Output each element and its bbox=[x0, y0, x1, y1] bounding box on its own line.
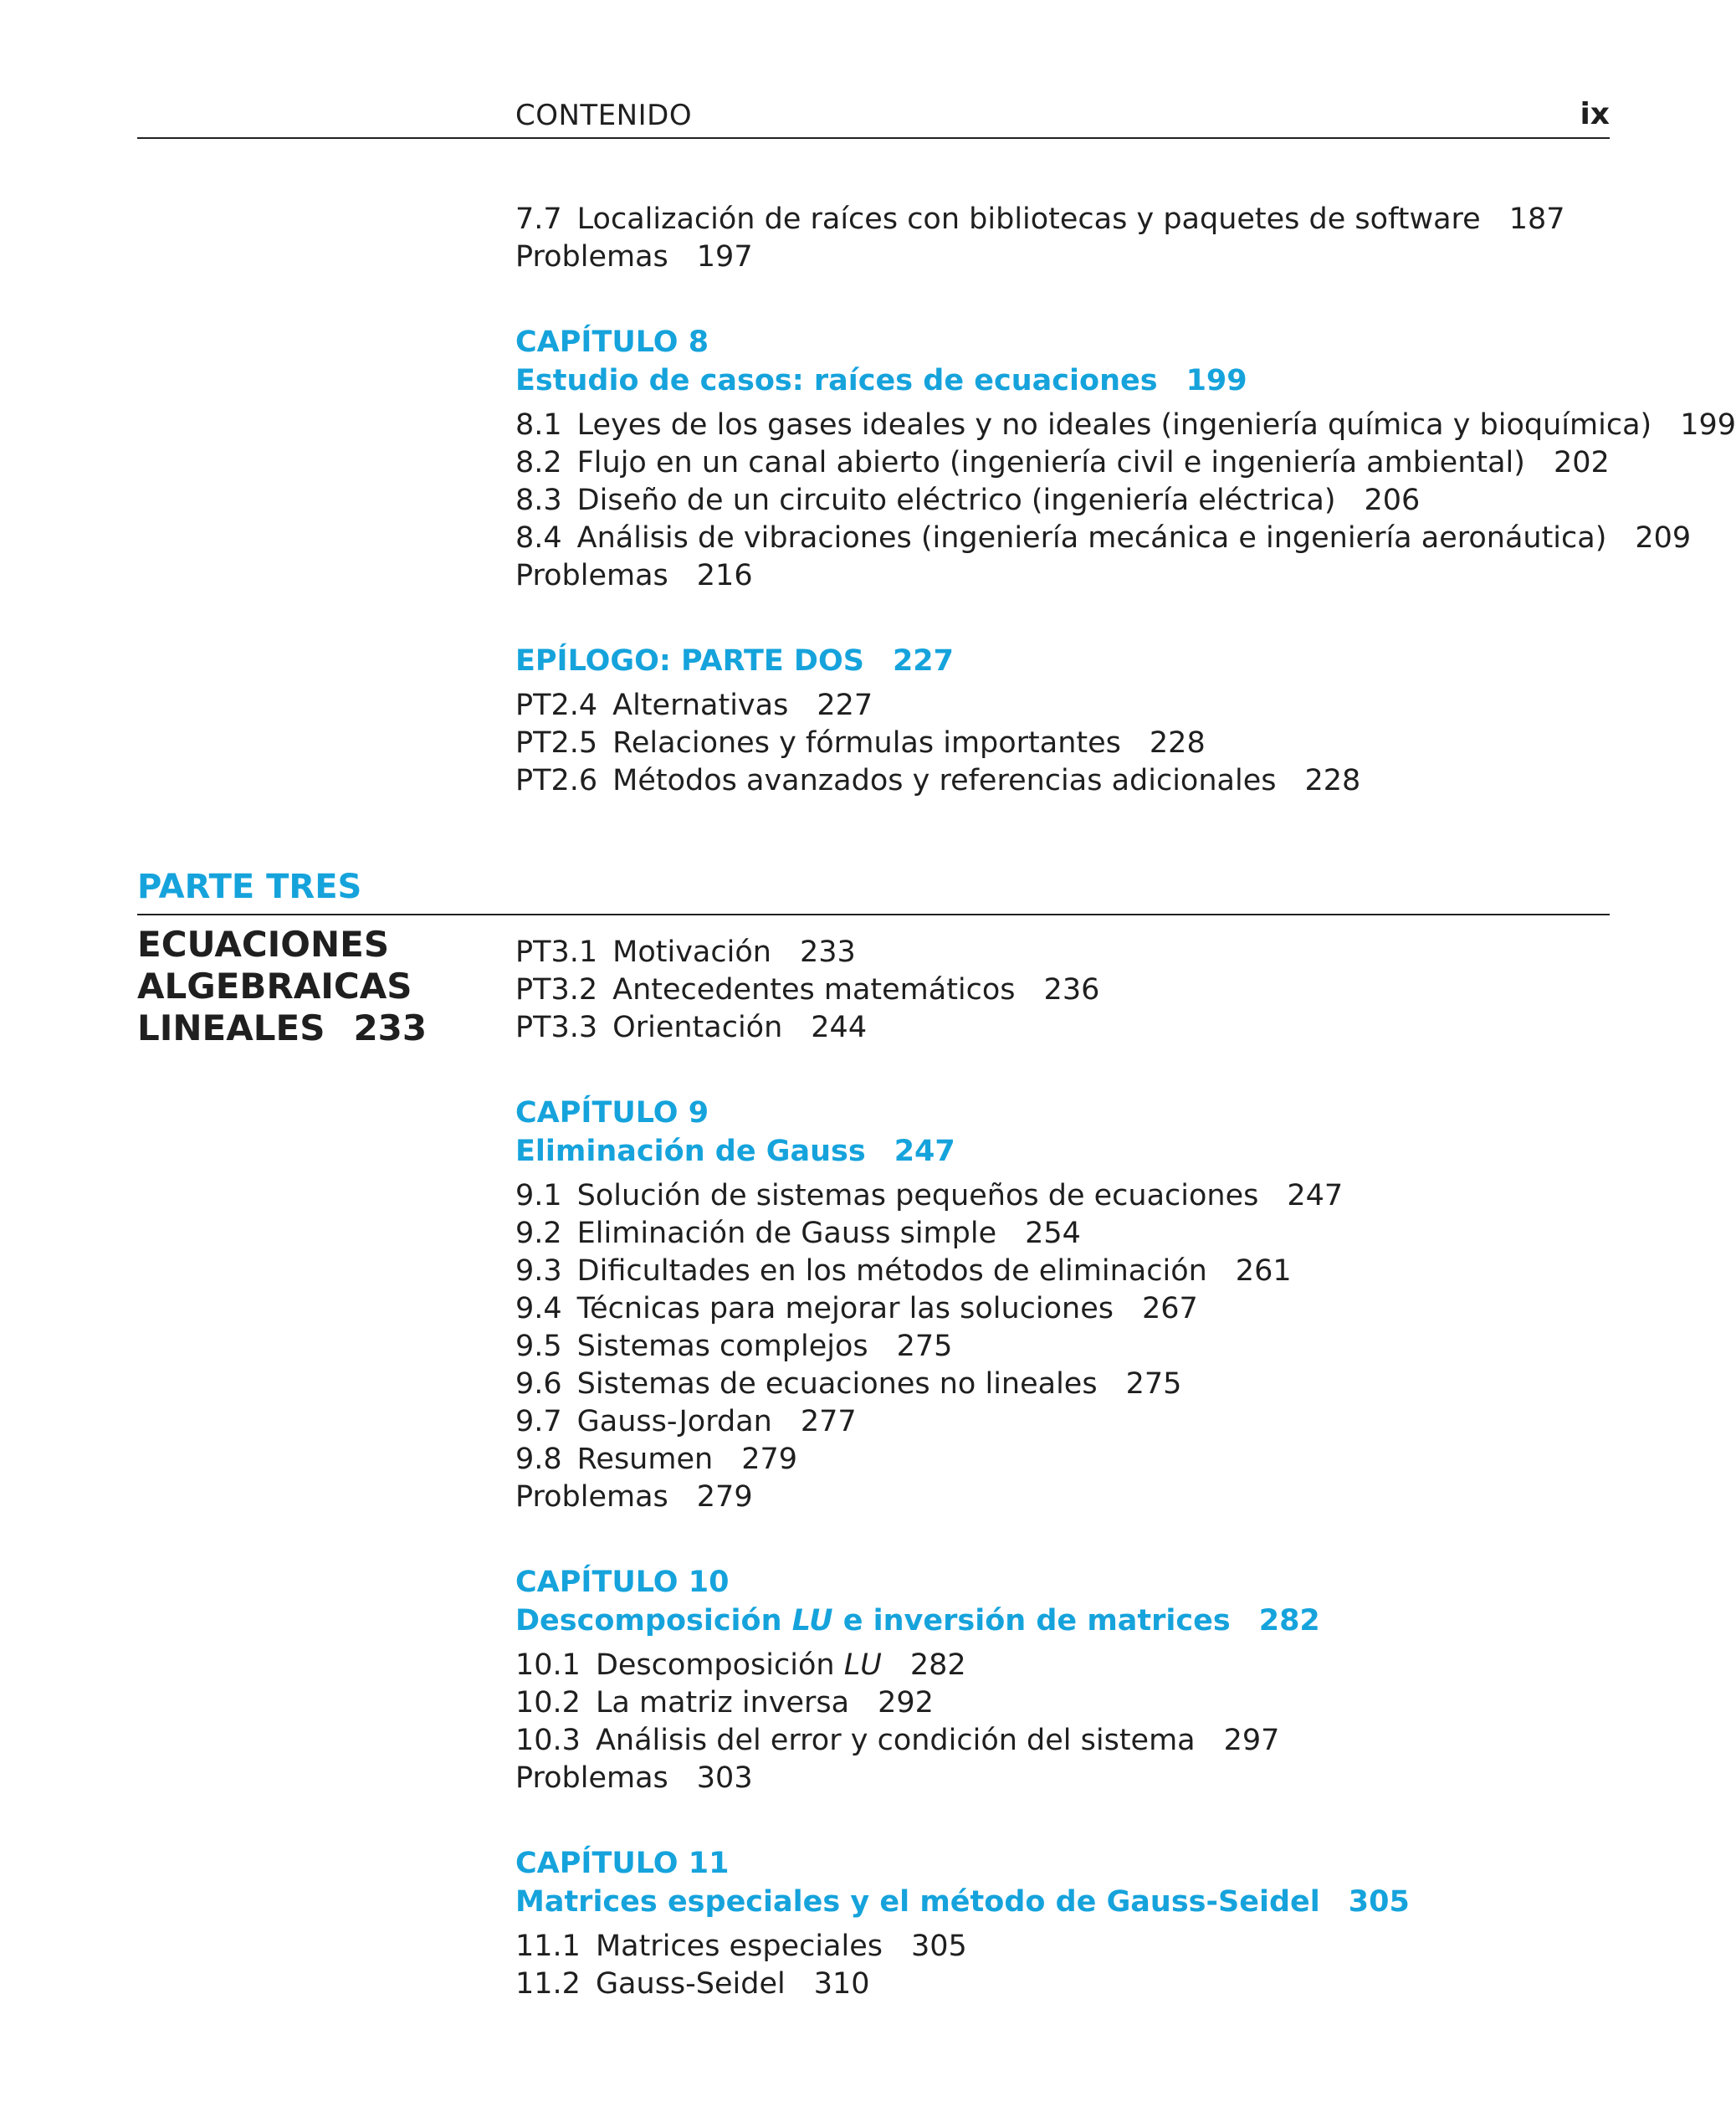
chapter-label: CAPÍTULO 10 bbox=[515, 1566, 730, 1599]
part-label: PARTE TRES bbox=[137, 864, 1610, 915]
toc-entry: 9.1 Solución de sistemas pequeños de ecuaciones 247 bbox=[515, 1179, 1344, 1212]
toc-entry: PT2.4 Alternativas 227 bbox=[515, 689, 873, 722]
toc-entry: 9.7 Gauss-Jordan 277 bbox=[515, 1405, 857, 1438]
running-head-title: CONTENIDO bbox=[515, 99, 693, 132]
chapter-label: CAPÍTULO 8 bbox=[515, 325, 709, 359]
toc-entry: Problemas 197 bbox=[515, 240, 753, 274]
toc-entry: PT3.3 Orientación 244 bbox=[515, 1011, 868, 1044]
chapter-label: CAPÍTULO 11 bbox=[515, 1847, 730, 1880]
toc-entry: PT3.2 Antecedentes matemáticos 236 bbox=[515, 973, 1100, 1007]
toc-entry: 9.5 Sistemas complejos 275 bbox=[515, 1330, 953, 1363]
chapter-title: Descomposición LU e inversión de matrices 282 bbox=[515, 1604, 1320, 1638]
toc-entry: 11.2 Gauss-Seidel 310 bbox=[515, 1967, 870, 2001]
chapter-title: Eliminación de Gauss 247 bbox=[515, 1135, 955, 1168]
toc-entry: PT3.1 Motivación 233 bbox=[515, 935, 856, 969]
part-title: ECUACIONES ALGEBRAICAS LINEALES 233 bbox=[137, 924, 428, 1048]
toc-entry: 8.2 Flujo en un canal abierto (ingeniería civil e ingeniería ambiental) 202 bbox=[515, 446, 1610, 479]
toc-entry: 9.2 Eliminación de Gauss simple 254 bbox=[515, 1217, 1081, 1250]
toc-entry: 11.1 Matrices especiales 305 bbox=[515, 1930, 967, 1963]
toc-entry: 9.4 Técnicas para mejorar las soluciones 267 bbox=[515, 1292, 1198, 1325]
toc-entry: PT2.6 Métodos avanzados y referencias adicionales 228 bbox=[515, 764, 1361, 797]
toc-lower bbox=[515, 934, 1603, 2003]
toc-entry: 7.7 Localización de raíces con bibliotecas y paquetes de software 187 bbox=[515, 202, 1565, 236]
part-three-section bbox=[137, 864, 1610, 2001]
chapter-title: Estudio de casos: raíces de ecuaciones 199 bbox=[515, 364, 1247, 397]
toc-entry: 8.1 Leyes de los gases ideales y no ideales (ingeniería química y bioquímica) 199 bbox=[515, 408, 1736, 442]
chapter-label: CAPÍTULO 9 bbox=[515, 1096, 709, 1130]
toc-entry: Problemas 279 bbox=[515, 1480, 753, 1514]
toc-entry: 9.3 Dificultades en los métodos de eliminación 261 bbox=[515, 1254, 1292, 1288]
toc-upper bbox=[515, 201, 1736, 800]
epilogue-title: EPÍLOGO: PARTE DOS 227 bbox=[515, 644, 955, 678]
toc-entry: 10.1 Descomposición LU 282 bbox=[515, 1648, 966, 1682]
toc-entry: 8.4 Análisis de vibraciones (ingeniería mecánica e ingeniería aeronáutica) 209 bbox=[515, 521, 1692, 555]
toc-entry: 8.3 Diseño de un circuito eléctrico (ingeniería eléctrica) 206 bbox=[515, 484, 1421, 517]
toc-entry: PT2.5 Relaciones y fórmulas importantes 228 bbox=[515, 726, 1206, 760]
toc-entry: Problemas 216 bbox=[515, 559, 753, 592]
chapter-title: Matrices especiales y el método de Gauss-Seidel 305 bbox=[515, 1885, 1410, 1919]
toc-entry: 9.6 Sistemas de ecuaciones no lineales 275 bbox=[515, 1367, 1182, 1401]
page-number: ix bbox=[1580, 97, 1610, 131]
toc-entry: 9.8 Resumen 279 bbox=[515, 1443, 797, 1476]
toc-entry: 10.3 Análisis del error y condición del sistema 297 bbox=[515, 1724, 1280, 1757]
toc-entry: Problemas 303 bbox=[515, 1761, 753, 1795]
toc-entry: 10.2 La matriz inversa 292 bbox=[515, 1686, 934, 1720]
running-head bbox=[137, 94, 1610, 139]
